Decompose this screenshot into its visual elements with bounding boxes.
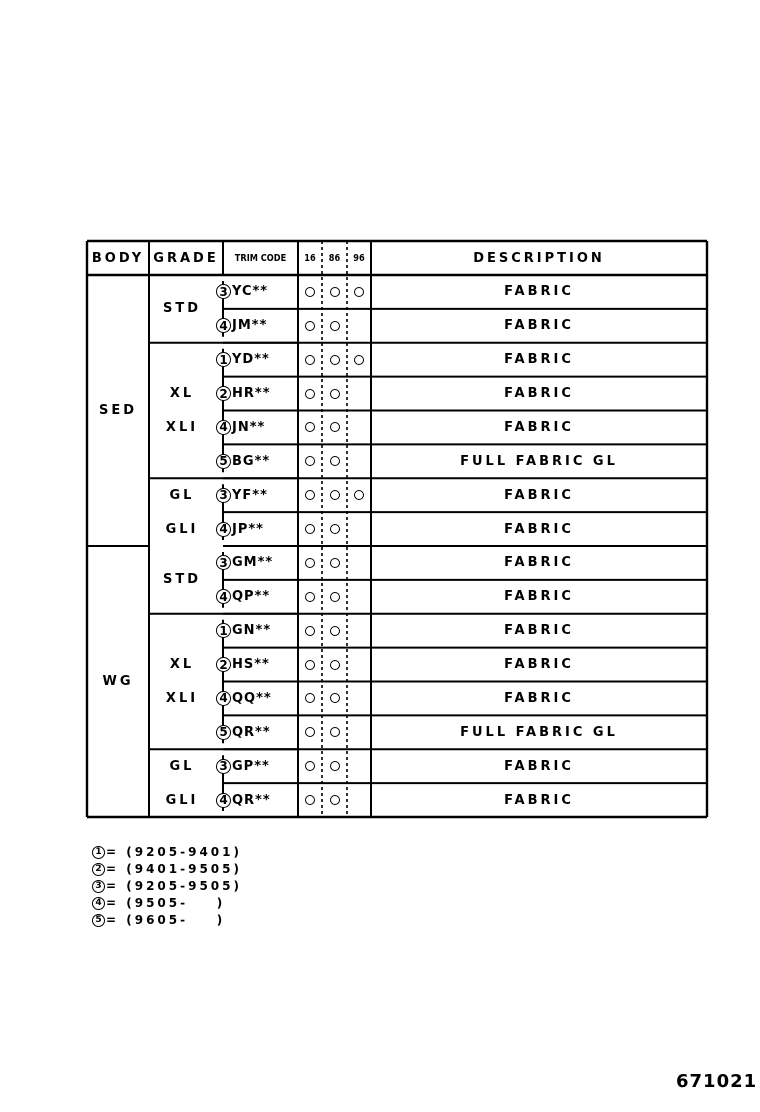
circled-number-marker: 5 [216, 725, 231, 740]
legend-item [92, 862, 242, 876]
legend-date-range: = (9605- ) [106, 913, 226, 927]
circled-number-marker: 2 [92, 863, 105, 876]
availability-circle [330, 456, 340, 466]
trim-code-cell [216, 309, 298, 343]
description-cell: FABRIC [504, 657, 574, 673]
description-cell: FABRIC [504, 792, 574, 808]
description-cell: FABRIC [504, 352, 574, 368]
description-cell: FABRIC [504, 284, 574, 300]
description-cell: FABRIC [504, 623, 574, 639]
header-col-86: 86 [328, 252, 341, 264]
circled-number-marker: 3 [216, 488, 231, 503]
trim-code-cell [216, 749, 298, 783]
circled-number-marker: 4 [216, 691, 231, 706]
circled-number-marker: 3 [92, 880, 105, 893]
description-cell: FABRIC [504, 555, 574, 571]
trim-code: GN** [232, 623, 272, 639]
availability-circle [330, 287, 340, 297]
grade-label: GL [169, 758, 195, 774]
trim-code: QQ** [232, 690, 272, 706]
circled-number-marker: 4 [216, 420, 231, 435]
circled-number-marker: 3 [216, 555, 231, 570]
circled-number-marker: 1 [216, 352, 231, 367]
body-label-wg: WG [102, 674, 134, 689]
header-grade: GRADE [153, 250, 219, 266]
trim-code-cell [216, 411, 298, 445]
trim-code-cell [216, 343, 298, 377]
trim-code: QR** [232, 792, 271, 808]
description-cell: FABRIC [504, 758, 574, 774]
trim-code: GP** [232, 758, 270, 774]
grade-label: XLI [165, 690, 199, 706]
header-col-16: 16 [304, 252, 316, 264]
availability-circle [330, 761, 340, 771]
availability-circle [305, 558, 315, 568]
grade-label: XLI [165, 419, 199, 435]
circled-number-marker: 2 [216, 657, 231, 672]
circled-number-marker: 4 [92, 897, 105, 910]
description-cell: FABRIC [504, 419, 574, 435]
trim-code-cell [216, 715, 298, 749]
trim-code: YF** [232, 487, 268, 503]
trim-code: HR** [232, 386, 271, 402]
trim-code: QR** [232, 724, 271, 740]
trim-code-cell [216, 783, 298, 817]
description-cell: FABRIC [504, 690, 574, 706]
header-trim-code: TRIM CODE [234, 252, 287, 264]
description-cell: FABRIC [504, 521, 574, 537]
availability-circle [305, 389, 315, 399]
availability-circle [330, 389, 340, 399]
availability-circle [354, 287, 364, 297]
circled-number-marker: 1 [92, 846, 105, 859]
trim-code: YD** [232, 352, 270, 368]
availability-circle [330, 626, 340, 636]
trim-code-cell [216, 478, 298, 512]
availability-circle [305, 287, 315, 297]
description-cell: FULL FABRIC GL [460, 724, 618, 740]
availability-circle [305, 321, 315, 331]
availability-circle [330, 355, 340, 365]
header-body: BODY [91, 250, 145, 266]
grade-label: XL [169, 657, 195, 673]
circled-number-marker: 4 [216, 318, 231, 333]
trim-code: JN** [232, 419, 266, 435]
availability-circle [305, 355, 315, 365]
trim-code: JP** [232, 521, 264, 537]
availability-circle [330, 524, 340, 534]
circled-number-marker: 2 [216, 386, 231, 401]
legend-item [92, 879, 242, 893]
trim-code: JM** [232, 318, 268, 334]
trim-code-cell [216, 377, 298, 411]
trim-code: GM** [232, 555, 274, 571]
trim-code-cell [216, 546, 298, 580]
grade-label: XL [169, 386, 195, 402]
availability-circle [330, 592, 340, 602]
availability-circle [330, 795, 340, 805]
figure-number: 671021 [676, 1071, 758, 1092]
legend-date-range: = (9505- ) [106, 896, 226, 910]
availability-circle [330, 490, 340, 500]
description-cell: FABRIC [504, 589, 574, 605]
description-cell: FULL FABRIC GL [460, 453, 618, 469]
circled-number-marker: 5 [92, 914, 105, 927]
trim-code: YC** [232, 284, 269, 300]
grade-label: GLI [165, 792, 199, 808]
circled-number-marker: 5 [216, 454, 231, 469]
circled-number-marker: 3 [216, 284, 231, 299]
availability-circle [330, 693, 340, 703]
description-cell: FABRIC [504, 386, 574, 402]
grade-label: GLI [165, 521, 199, 537]
grade-label: STD [162, 572, 202, 588]
trim-code-cell [216, 444, 298, 478]
legend-date-range: = (9205-9401) [106, 845, 242, 859]
availability-circle [354, 355, 364, 365]
availability-circle [305, 626, 315, 636]
availability-circle [330, 558, 340, 568]
trim-code-cell [216, 648, 298, 682]
header-description: DESCRIPTION [473, 250, 605, 266]
availability-circle [305, 592, 315, 602]
trim-code-cell [216, 682, 298, 716]
circled-number-marker: 1 [216, 623, 231, 638]
trim-code: HS** [232, 657, 270, 673]
availability-circle [330, 422, 340, 432]
circled-number-marker: 4 [216, 793, 231, 808]
circled-number-marker: 4 [216, 522, 231, 537]
trim-code-cell [216, 512, 298, 546]
availability-circle [330, 321, 340, 331]
description-cell: FABRIC [504, 318, 574, 334]
circled-number-marker: 3 [216, 759, 231, 774]
trim-code: QP** [232, 589, 271, 605]
availability-circle [305, 524, 315, 534]
body-label-sed: SED [98, 403, 138, 418]
availability-circle [305, 795, 315, 805]
trim-code-cell [216, 580, 298, 614]
legend-date-range: = (9401-9505) [106, 862, 242, 876]
description-cell: FABRIC [504, 487, 574, 503]
legend-date-range: = (9205-9505) [106, 879, 242, 893]
circled-number-marker: 4 [216, 589, 231, 604]
legend-item [92, 845, 242, 859]
availability-circle [330, 660, 340, 670]
availability-circle [305, 660, 315, 670]
legend-item [92, 896, 225, 910]
grade-label: STD [162, 301, 202, 317]
grade-label: GL [169, 487, 195, 503]
trim-code-cell [216, 614, 298, 648]
header-col-96: 96 [353, 252, 365, 264]
availability-circle [330, 727, 340, 737]
trim-code: BG** [232, 453, 271, 469]
legend-item [92, 913, 225, 927]
trim-code-cell [216, 275, 298, 309]
